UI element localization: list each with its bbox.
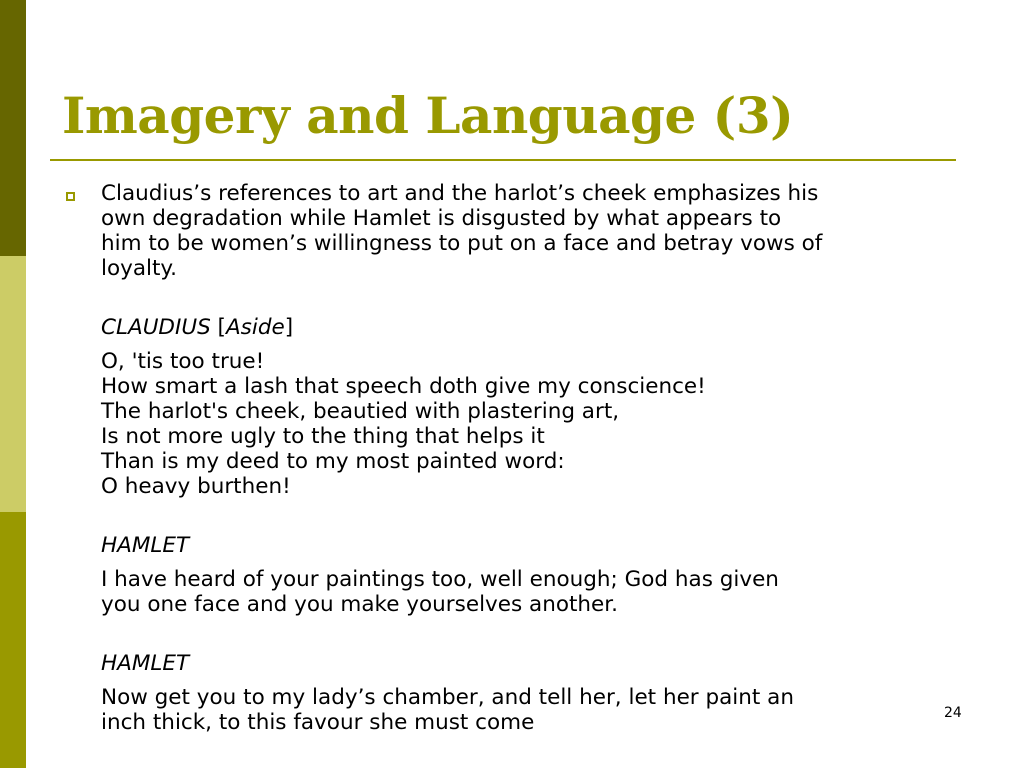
quote-line: you one face and you make yourselves another.	[101, 592, 618, 617]
quote-hamlet-chamber	[101, 685, 971, 735]
quote-line: Is not more ugly to the thing that helps it	[101, 424, 545, 449]
speaker-claudius: CLAUDIUS [Aside]	[101, 315, 294, 340]
bullet-line: Claudius’s references to art and the harlot’s cheek emphasizes his	[101, 181, 819, 206]
quote-hamlet-paintings	[101, 567, 971, 617]
side-bar-top	[0, 0, 26, 256]
bullet-line: him to be women’s willingness to put on a face and betray vows of	[101, 231, 823, 256]
quote-claudius	[101, 349, 971, 499]
quote-line: O, 'tis too true!	[101, 349, 265, 374]
quote-line: I have heard of your paintings too, well enough; God has given	[101, 567, 779, 592]
quote-line: Than is my deed to my most painted word:	[101, 449, 565, 474]
side-bar-middle	[0, 256, 26, 512]
quote-line: Now get you to my lady’s chamber, and tell her, let her paint an	[101, 685, 794, 710]
square-bullet-icon	[66, 192, 75, 201]
bullet-line: loyalty.	[101, 256, 177, 281]
quote-line: inch thick, to this favour she must come	[101, 710, 535, 735]
quote-line: The harlot's cheek, beautied with plastering art,	[101, 399, 620, 424]
speaker-hamlet: HAMLET	[101, 533, 190, 558]
bullet-paragraph	[101, 181, 971, 281]
side-bar-bottom	[0, 512, 26, 768]
page-number: 24	[944, 705, 962, 721]
slide-body	[101, 181, 971, 735]
title-divider	[50, 159, 956, 161]
stage-direction: Aside	[225, 315, 285, 340]
quote-line: How smart a lash that speech doth give my conscience!	[101, 374, 706, 399]
slide-title: Imagery and Language (3)	[62, 86, 794, 145]
bullet-line: own degradation while Hamlet is disgusted by what appears to	[101, 206, 782, 231]
quote-line: O heavy burthen!	[101, 474, 291, 499]
speaker-hamlet: HAMLET	[101, 651, 190, 676]
speaker-name: CLAUDIUS	[101, 315, 211, 340]
